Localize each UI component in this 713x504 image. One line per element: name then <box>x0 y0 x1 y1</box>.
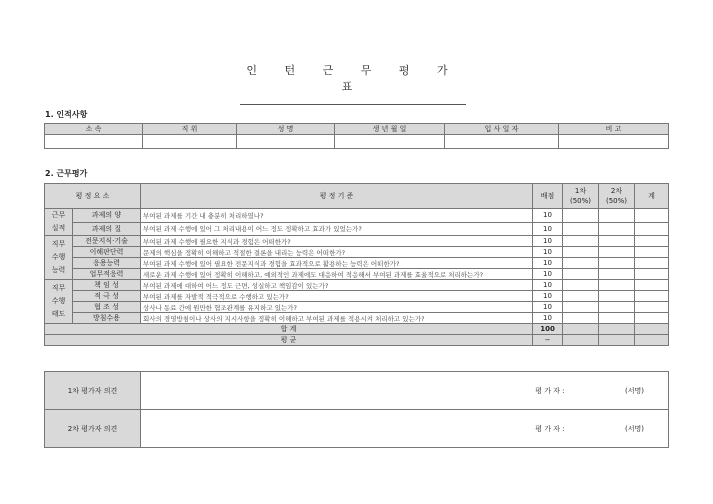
header-first: 1차 (50%) <box>563 184 599 209</box>
first-score-field[interactable] <box>563 222 599 236</box>
first-score-field[interactable] <box>563 313 599 324</box>
total-score-field[interactable] <box>635 302 669 313</box>
score-value: 10 <box>533 280 563 291</box>
header-birthdate: 생 년 월 일 <box>335 124 445 135</box>
header-element: 평 정 요 소 <box>45 184 141 209</box>
element-name: 협 조 성 <box>73 302 141 313</box>
second-score-field[interactable] <box>599 291 635 302</box>
element-name: 방침수용 <box>73 313 141 324</box>
element-name: 업무적응력 <box>73 269 141 280</box>
first-score-field[interactable] <box>563 280 599 291</box>
second-score-field[interactable] <box>599 269 635 280</box>
personal-info-table <box>44 123 669 149</box>
section1-heading: 1. 인적사항 <box>45 110 88 119</box>
header-total: 계 <box>635 184 669 209</box>
opinion-1-evaluator: 평 가 자 : <box>535 386 565 395</box>
affiliation-field[interactable] <box>45 135 143 149</box>
criterion-text: 상사나 동료 간에 원만한 협조관계를 유지하고 있는가? <box>141 302 533 313</box>
total-score-field[interactable] <box>635 269 669 280</box>
group-label: 근무 실적 <box>45 209 73 236</box>
total-score-field[interactable] <box>635 236 669 247</box>
total-score-field[interactable] <box>635 247 669 258</box>
element-name: 전문지식·기술 <box>73 236 141 247</box>
element-name: 과제의 양 <box>73 209 141 223</box>
page-title: 인 턴 근 무 평 가 표 <box>240 62 466 105</box>
first-score-field[interactable] <box>563 269 599 280</box>
score-value: 10 <box>533 269 563 280</box>
sum-second[interactable] <box>599 324 635 335</box>
first-score-field[interactable] <box>563 258 599 269</box>
total-score-field[interactable] <box>635 291 669 302</box>
score-value: 10 <box>533 291 563 302</box>
avg-value: − <box>533 335 563 346</box>
criterion-text: 회사의 경영방침이나 상사의 지시사항을 정확히 이해하고 부여된 과제를 적용시켜 처리하고 있는가? <box>141 313 533 324</box>
sum-first[interactable] <box>563 324 599 335</box>
second-score-field[interactable] <box>599 222 635 236</box>
join-date-field[interactable] <box>445 135 559 149</box>
score-value: 10 <box>533 247 563 258</box>
header-affiliation: 소 속 <box>45 124 143 135</box>
header-criteria: 평 정 기 준 <box>141 184 533 209</box>
sum-label: 합 계 <box>45 324 533 335</box>
second-score-field[interactable] <box>599 236 635 247</box>
second-score-field[interactable] <box>599 280 635 291</box>
score-value: 10 <box>533 302 563 313</box>
opinion-1-sign: (서명) <box>625 386 644 395</box>
remarks-field[interactable] <box>559 135 669 149</box>
opinion-2-sign: (서명) <box>625 424 644 433</box>
score-value: 10 <box>533 222 563 236</box>
second-score-field[interactable] <box>599 258 635 269</box>
section2-heading: 2. 근무평가 <box>45 169 88 178</box>
opinion-table <box>44 371 669 448</box>
opinion-1-field[interactable] <box>141 372 669 410</box>
header-score: 배점 <box>533 184 563 209</box>
criterion-text: 부여된 과제에 대하여 어느 정도 근면, 성실하고 책임감이 있는가? <box>141 280 533 291</box>
element-name: 응용능력 <box>73 258 141 269</box>
first-score-field[interactable] <box>563 302 599 313</box>
element-name: 이해판단력 <box>73 247 141 258</box>
header-name: 성 명 <box>237 124 335 135</box>
sum-total[interactable] <box>635 324 669 335</box>
element-name: 과제의 질 <box>73 222 141 236</box>
criterion-text: 부여된 과제 수행에 필요한 지식과 경험은 어떠한가? <box>141 236 533 247</box>
header-join-date: 입 사 일 자 <box>445 124 559 135</box>
element-name: 적 극 성 <box>73 291 141 302</box>
score-value: 10 <box>533 313 563 324</box>
first-score-field[interactable] <box>563 209 599 223</box>
avg-second[interactable] <box>599 335 635 346</box>
name-field[interactable] <box>237 135 335 149</box>
group-label: 직무 수행 태도 <box>45 280 73 324</box>
birthdate-field[interactable] <box>335 135 445 149</box>
header-position: 직 위 <box>143 124 237 135</box>
opinion-2-label: 2차 평가자 의견 <box>45 410 141 448</box>
group-label: 직무 수행 능력 <box>45 236 73 280</box>
position-field[interactable] <box>143 135 237 149</box>
sum-value: 100 <box>533 324 563 335</box>
criterion-text: 부여된 과제 수행에 있어 필요한 전문지식과 경험을 효과적으로 활용하는 능력은 어떠한가? <box>141 258 533 269</box>
header-second: 2차 (50%) <box>599 184 635 209</box>
criterion-text: 부여된 과제를 기간 내 충분히 처리하였나? <box>141 209 533 223</box>
first-score-field[interactable] <box>563 291 599 302</box>
total-score-field[interactable] <box>635 280 669 291</box>
opinion-2-evaluator: 평 가 자 : <box>535 424 565 433</box>
score-value: 10 <box>533 258 563 269</box>
second-score-field[interactable] <box>599 302 635 313</box>
evaluation-table <box>44 183 669 346</box>
score-value: 10 <box>533 236 563 247</box>
second-score-field[interactable] <box>599 247 635 258</box>
total-score-field[interactable] <box>635 313 669 324</box>
element-name: 책 임 성 <box>73 280 141 291</box>
first-score-field[interactable] <box>563 236 599 247</box>
total-score-field[interactable] <box>635 209 669 223</box>
criterion-text: 부여된 과제를 자발적 적극적으로 수행하고 있는가? <box>141 291 533 302</box>
criterion-text: 부여된 과제 수행에 있어 그 처리내용이 어느 정도 정확하고 효과가 있었는가? <box>141 222 533 236</box>
header-remarks: 비 고 <box>559 124 669 135</box>
second-score-field[interactable] <box>599 313 635 324</box>
criterion-text: 문제의 핵심을 정확히 이해하고 적절한 결론을 내리는 능력은 어떠한가? <box>141 247 533 258</box>
avg-label: 평 균 <box>45 335 533 346</box>
total-score-field[interactable] <box>635 258 669 269</box>
avg-total[interactable] <box>635 335 669 346</box>
total-score-field[interactable] <box>635 222 669 236</box>
second-score-field[interactable] <box>599 209 635 223</box>
score-value: 10 <box>533 209 563 223</box>
opinion-1-label: 1차 평가자 의견 <box>45 372 141 410</box>
opinion-2-field[interactable] <box>141 410 669 448</box>
first-score-field[interactable] <box>563 247 599 258</box>
avg-first[interactable] <box>563 335 599 346</box>
criterion-text: 새로운 과제 수행에 있어 정확히 이해하고, 예외적인 과제에도 대응하여 적응해서 부여된 과제를 효율적으로 처리하는가? <box>141 269 533 280</box>
